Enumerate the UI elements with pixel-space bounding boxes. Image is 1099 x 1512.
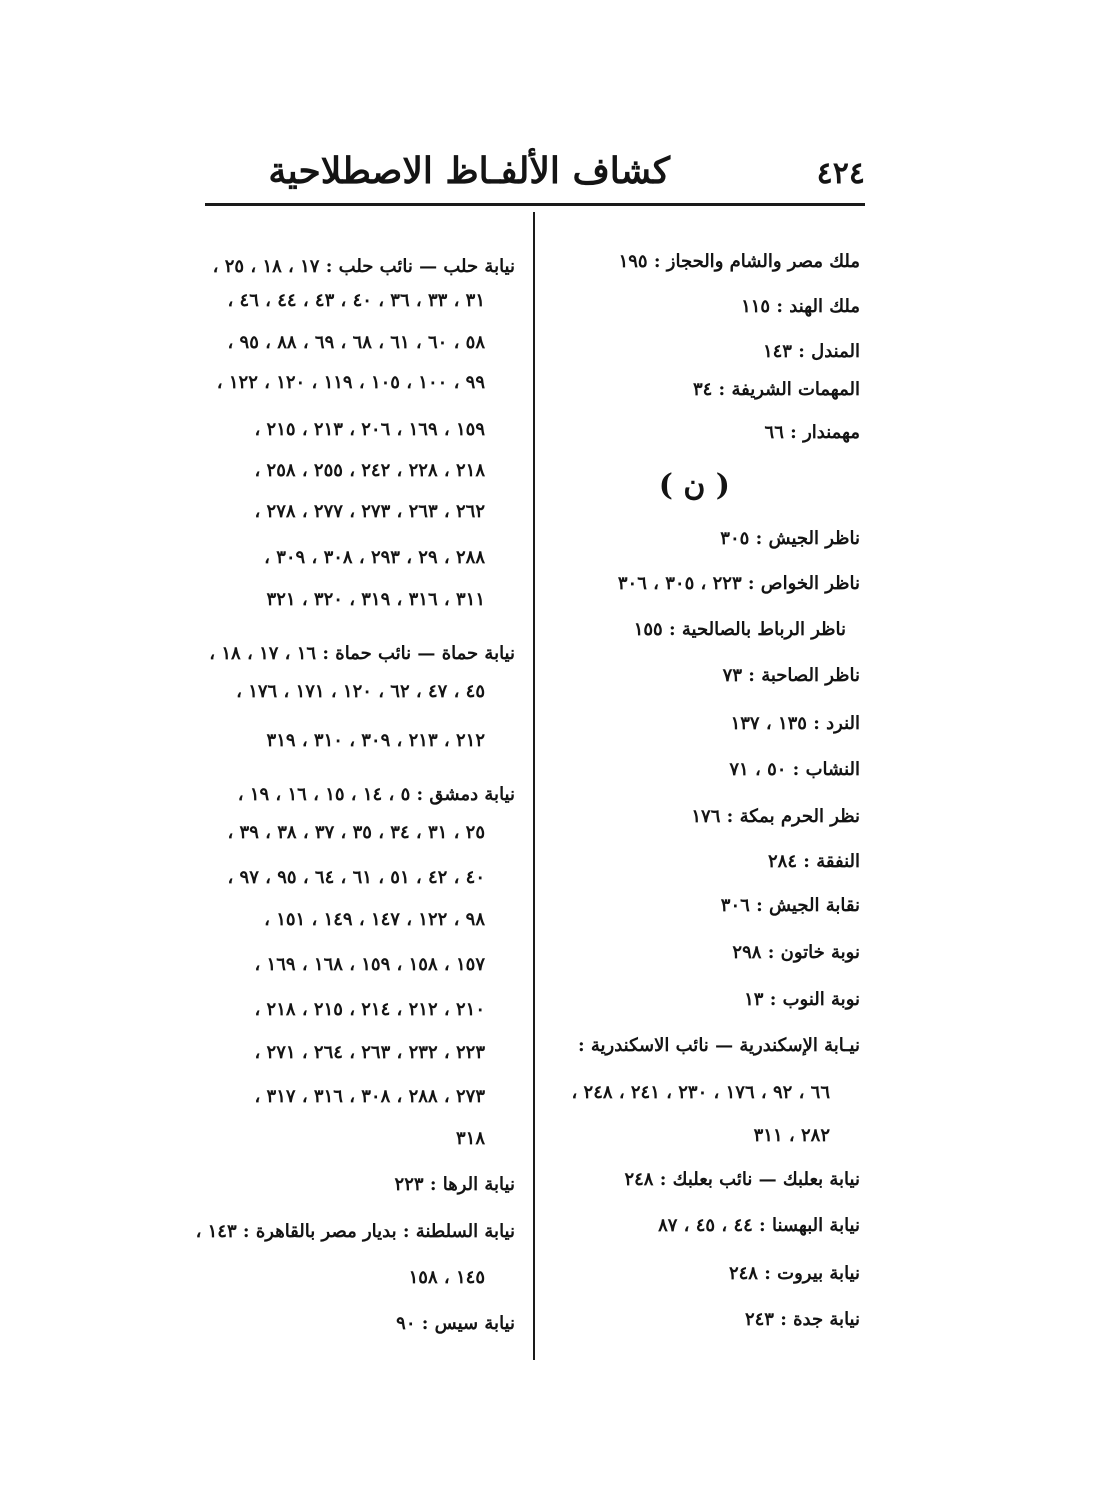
index-entry-continuation: ٥٨ ، ٦٠ ، ٦١ ، ٦٨ ، ٦٩ ، ٨٨ ، ٩٥ ، [227, 332, 485, 353]
column-divider [533, 212, 535, 1360]
index-entry: ناظر الصاحبة : ٧٣ [722, 665, 860, 686]
index-entry: نظر الحرم بمكة : ١٧٦ [691, 806, 860, 827]
index-entry: مهمندار : ٦٦ [764, 422, 860, 443]
index-entry: ناظر الرباط بالصالحية : ١٥٥ [633, 619, 846, 640]
index-entry-continuation: ٢٥ ، ٣١ ، ٣٤ ، ٣٥ ، ٣٧ ، ٣٨ ، ٣٩ ، [227, 822, 485, 843]
index-entry: نيابة السلطنة : بديار مصر بالقاهرة : ١٤٣ ، [195, 1221, 515, 1242]
index-entry-continuation: ٣١ ، ٣٣ ، ٣٦ ، ٤٠ ، ٤٣ ، ٤٤ ، ٤٦ ، [227, 290, 485, 311]
index-entry-continuation: ٣١١ ، ٣١٦ ، ٣١٩ ، ٣٢٠ ، ٣٢١ [266, 589, 485, 610]
index-entry: نوبة النوب : ١٣ [744, 989, 860, 1010]
index-entry: نيابة دمشق : ٥ ، ١٤ ، ١٥ ، ١٦ ، ١٩ ، [237, 784, 515, 805]
running-title: كشاف الألفـاظ الاصطلاحية [268, 150, 670, 192]
index-entry: النشاب : ٥٠ ، ٧١ [729, 759, 860, 780]
index-entry-continuation: ٢١٠ ، ٢١٢ ، ٢١٤ ، ٢١٥ ، ٢١٨ ، [254, 999, 485, 1020]
index-entry-continuation: ٩٩ ، ١٠٠ ، ١٠٥ ، ١١٩ ، ١٢٠ ، ١٢٢ ، [216, 372, 485, 393]
index-entry: نيابة سيس : ٩٠ [396, 1313, 515, 1334]
index-entry: النرد : ١٣٥ ، ١٣٧ [730, 713, 860, 734]
index-entry: نوبة خاتون : ٢٩٨ [732, 942, 860, 963]
index-entry-continuation: ٦٦ ، ٩٢ ، ١٧٦ ، ٢٣٠ ، ٢٤١ ، ٢٤٨ ، [571, 1082, 830, 1103]
index-entry: المندل : ١٤٣ [762, 341, 860, 362]
index-entry: نيابة حلب — نائب حلب : ١٧ ، ١٨ ، ٢٥ ، [212, 256, 515, 277]
header-rule [205, 203, 865, 206]
index-entry-continuation: ٢٦٢ ، ٢٦٣ ، ٢٧٣ ، ٢٧٧ ، ٢٧٨ ، [254, 501, 485, 522]
index-entry: ناظر الجيش : ٣٠٥ [720, 528, 860, 549]
index-entry-continuation: ٢٢٣ ، ٢٣٢ ، ٢٦٣ ، ٢٦٤ ، ٢٧١ ، [254, 1042, 485, 1063]
index-entry: نيـابة الإسكندرية — نائب الاسكندرية : [577, 1035, 860, 1056]
index-entry: نقابة الجيش : ٣٠٦ [720, 895, 860, 916]
index-entry-continuation: ٤٥ ، ٤٧ ، ٦٢ ، ١٢٠ ، ١٧١ ، ١٧٦ ، [236, 681, 485, 702]
index-entry: نيابة البهسنا : ٤٤ ، ٤٥ ، ٨٧ [658, 1215, 860, 1236]
index-entry-continuation: ٤٠ ، ٤٢ ، ٥١ ، ٦١ ، ٦٤ ، ٩٥ ، ٩٧ ، [227, 867, 485, 888]
index-entry-continuation: ١٥٩ ، ١٦٩ ، ٢٠٦ ، ٢١٣ ، ٢١٥ ، [254, 419, 485, 440]
index-entry-continuation: ٩٨ ، ١٢٢ ، ١٤٧ ، ١٤٩ ، ١٥١ ، [264, 909, 485, 930]
page-number: ٤٢٤ [816, 156, 865, 191]
index-entry: نيابة بعلبك — نائب بعلبك : ٢٤٨ [624, 1169, 860, 1190]
index-entry-continuation: ١٥٧ ، ١٥٨ ، ١٥٩ ، ١٦٨ ، ١٦٩ ، [254, 954, 485, 975]
index-entry: النفقة : ٢٨٤ [768, 851, 860, 872]
index-entry-continuation: ٣١٨ [455, 1128, 485, 1149]
index-entry: نيابة حماة — نائب حماة : ١٦ ، ١٧ ، ١٨ ، [209, 643, 515, 664]
index-entry: المهمات الشريفة : ٣٤ [692, 379, 860, 400]
index-entry-continuation: ٢٨٢ ، ٣١١ [753, 1125, 830, 1146]
index-entry: نيابة بيروت : ٢٤٨ [728, 1263, 860, 1284]
section-letter-heading: ( ن ) [658, 468, 730, 503]
page-header [205, 150, 865, 200]
index-entry: ناظر الخواص : ٢٢٣ ، ٣٠٥ ، ٣٠٦ [617, 573, 860, 594]
index-entry: ملك مصر والشام والحجاز : ١٩٥ [618, 251, 860, 272]
index-entry-continuation: ٢١٢ ، ٢١٣ ، ٣٠٩ ، ٣١٠ ، ٣١٩ [266, 730, 485, 751]
index-entry-continuation: ٢١٨ ، ٢٢٨ ، ٢٤٢ ، ٢٥٥ ، ٢٥٨ ، [254, 460, 485, 481]
index-entry: نيابة جدة : ٢٤٣ [744, 1309, 860, 1330]
index-entry: ملك الهند : ١١٥ [741, 296, 860, 317]
index-entry-continuation: ١٤٥ ، ١٥٨ [408, 1267, 485, 1288]
index-entry-continuation: ٢٧٣ ، ٢٨٨ ، ٣٠٨ ، ٣١٦ ، ٣١٧ ، [254, 1086, 485, 1107]
index-entry: نيابة الرها : ٢٢٣ [394, 1174, 515, 1195]
index-entry-continuation: ٢٨٨ ، ٢٩ ، ٢٩٣ ، ٣٠٨ ، ٣٠٩ ، [264, 547, 485, 568]
